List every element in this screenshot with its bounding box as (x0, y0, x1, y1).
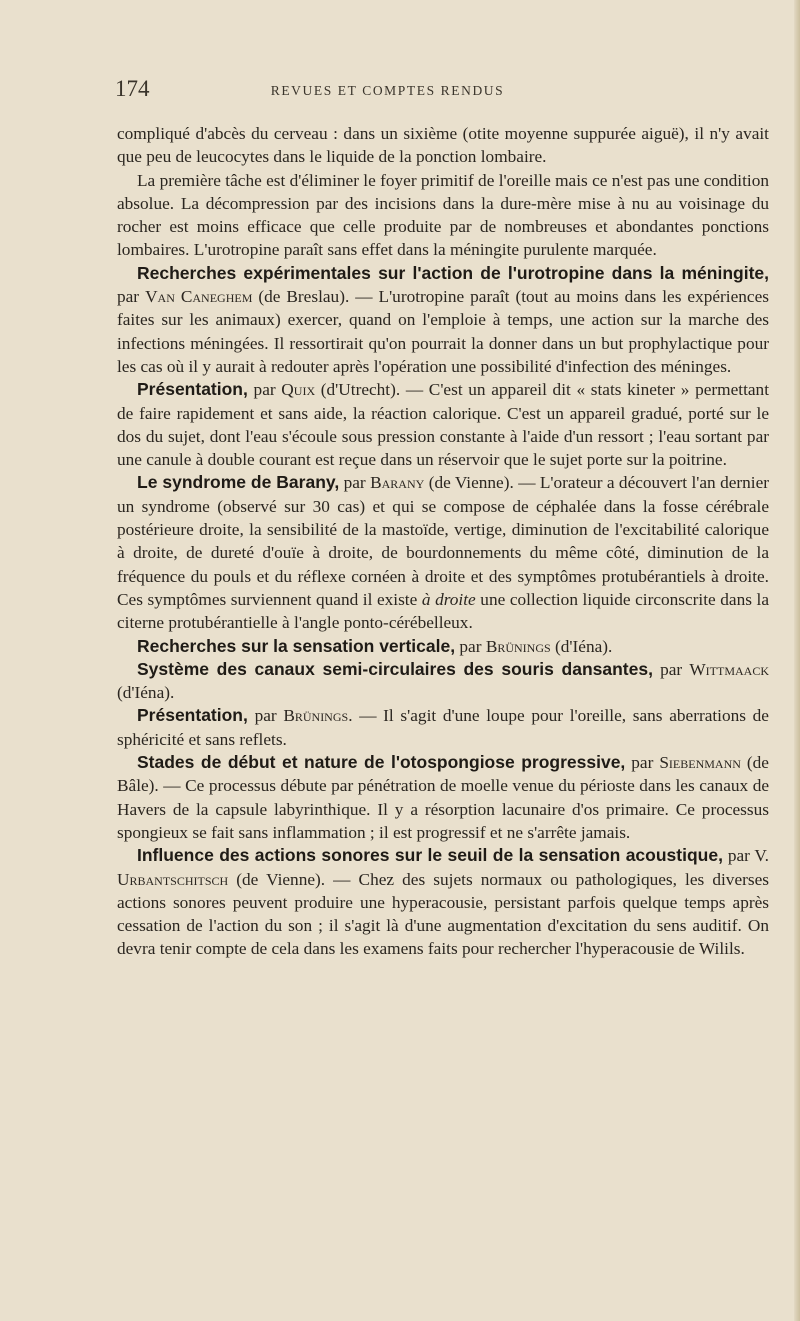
paragraph (117, 635, 769, 658)
paragraph (117, 122, 769, 169)
author-name: Quix (281, 380, 316, 400)
author-name: Van Caneghem (145, 287, 253, 307)
paragraph (117, 169, 769, 262)
paragraph (117, 471, 769, 634)
paragraph-text: (de Vienne). — L'orateur a découvert l'an dernier un syndrome (observé sur 30 cas) et qui se compose de céphalée dans la fosse cérébrale postérieure droite, la sensibilité de la mastoïde, vertige, diminution de l'excitabilité calorique à droite, de dureté d'ouïe à droite, de bourdonnements du même côté, diminution de la fréquence du pouls et du réflexe cornéen à droite et des symptômes protubérantiels à droite. Ces symptômes surviennent quand il existe (117, 473, 770, 609)
paragraph (117, 378, 769, 471)
author-name: Siebenmann (659, 753, 741, 773)
paragraph-text: (de Breslau). — L'urotropine paraît (tout au moins dans les expériences faites sur les animaux) exercer, quand on l'emploie à temps, une action sur la marche des infections méningées. Il ressortirait qu'on pourrait la donner dans un but prophylactique pour les cas où il y aurait à redouter après l'opération une possibilité d'infection des méninges. (117, 287, 769, 376)
paragraph-text: compliqué d'abcès du cerveau : dans un sixième (otite moyenne suppurée aiguë), il n'y avait que peu de leucocytes dans le liquide de la ponction lombaire. (117, 124, 769, 167)
paragraph-title: Influence des actions sonores sur le seuil de la sensation acoustique, (137, 845, 723, 866)
page-edge (794, 0, 800, 1321)
italic-emphasis: à droite (421, 589, 476, 609)
paragraph-by: par (117, 287, 140, 307)
paragraph-text: (de Vienne). — Chez des sujets normaux ou pathologiques, les diverses actions sonores peuvent produire une hyperacousie, persistant parfois quelque temps après cessation de l'action du son ; il s'agit là d'une augmentation d'excitation du sens auditif. On devra tenir compte de cela dans les examens faits pour rechercher l'hyperacousie de Wilils. (117, 869, 769, 959)
author-name: Wittmaack (689, 659, 769, 679)
paragraph (117, 658, 769, 705)
paragraph-title: Recherches sur la sensation verticale, (137, 635, 456, 656)
paragraph-title: Présentation, (137, 379, 248, 400)
author-name: Barany (370, 473, 425, 493)
paragraph-by: par (459, 636, 482, 656)
paragraph-by: par V. (727, 846, 769, 866)
running-head: REVUES ET COMPTES RENDUS (270, 83, 505, 98)
paragraph (117, 262, 769, 378)
paragraph (117, 704, 769, 751)
paragraph-text: . — Il s'agit d'une loupe pour l'oreille, sans aberrations de sphéricité et sans reflets. (117, 706, 769, 749)
page-header (115, 76, 770, 102)
paragraph-by: par (253, 380, 276, 400)
paragraph-text: La première tâche est d'éliminer le foyer primitif de l'oreille mais ce n'est pas une condition absolue. La décompression par des incisions dans la dure-mère mise à nu au voisinage du rocher est moins efficace que celle produite par de nombreuses et abondantes ponctions lombaires. L'urotropine paraît sans effet dans la méningite purulente marquée. (117, 170, 769, 260)
paragraph-title: Système des canaux semi-circulaires des souris dansantes, (137, 658, 653, 679)
paragraph (117, 751, 769, 844)
author-name: Urbantschitsch (117, 869, 229, 889)
paragraph-title: Le syndrome de Barany, (137, 472, 340, 493)
page-number: 174 (115, 76, 150, 101)
paragraph-by: par (343, 473, 366, 493)
paragraph-text: (d'Utrecht). — C'est un appareil dit « stats kineter » permettant de faire rapidement et sans aide, la réaction calorique. C'est un appareil gradué, porté sur le dos du sujet, dont l'eau s'écoule sous pression constante à l'aide d'un ressort ; l'eau sortant par une canule à double courant est reçue dans un réservoir que le sujet porte sur la poitrine. (117, 380, 769, 470)
paragraph-by: par (631, 753, 654, 773)
paragraph-title: Recherches expérimentales sur l'action de l'urotropine dans la méningite, (137, 262, 769, 283)
paragraph (117, 844, 769, 960)
author-name: Brünings (283, 706, 349, 726)
paragraph-title: Stades de début et nature de l'otospongiose progressive, (137, 752, 626, 773)
paragraph-title: Présentation, (137, 705, 248, 726)
paragraph-text: une collection liquide circonscrite dans la citerne protubérantielle à l'angle ponto-cérébelleux. (117, 589, 769, 633)
paragraph-text: (d'Iéna). (555, 636, 613, 656)
paragraph-text: (de Bâle). — Ce processus débute par pénétration de moelle venue du périoste dans les canaux de Havers de la capsule labyrinthique. Il y a résorption lacunaire d'os primaire. Ce processus spongieux se fait sans inflammation ; il est progressif et ne s'arrête jamais. (117, 753, 769, 842)
author-name: Brünings (485, 636, 551, 656)
paragraph-text: (d'Iéna). (117, 683, 175, 703)
paragraph-by: par (254, 706, 277, 726)
article-body (117, 122, 769, 961)
paragraph-by: par (660, 659, 683, 679)
